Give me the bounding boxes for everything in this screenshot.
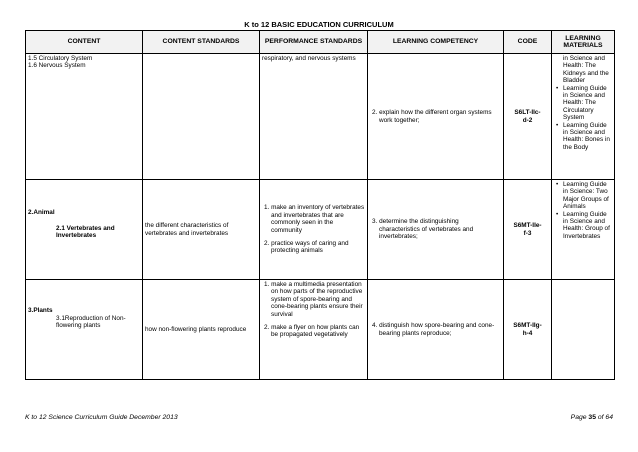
performance-item: 1. make a multimedia presentation on how parts of the reproductive system of spore-bearing and cone-bearing plants ensure their survival xyxy=(264,281,363,318)
learning-materials-cell xyxy=(552,54,615,180)
content-item: 1.6 Nervous System xyxy=(28,62,86,70)
performance-text: respiratory, and nervous systems xyxy=(262,55,356,62)
standards-text: the different characteristics of vertebrates and invertebrates xyxy=(145,222,229,237)
performance-item: 2. practice ways of caring and protecting animals xyxy=(264,239,349,255)
content-standards-cell xyxy=(143,54,260,180)
curriculum-table xyxy=(25,30,615,380)
learning-materials-cell xyxy=(552,180,615,280)
code-line: S6MT-IIg- xyxy=(513,322,542,330)
standards-text: how non-flowering plants reproduce xyxy=(145,325,247,333)
header-content-standards: CONTENT STANDARDS xyxy=(143,31,260,54)
content-cell xyxy=(26,54,143,180)
code-line: h-4 xyxy=(522,329,533,337)
table-row xyxy=(26,180,615,280)
document-title: K to 12 BASIC EDUCATION CURRICULUM xyxy=(244,20,394,29)
competency-text: 3. determine the distinguishing characteristics of vertebrates and invertebrates; xyxy=(372,218,474,241)
learning-competency-cell xyxy=(368,54,504,180)
material-item: in Science and Health: The Kidneys and the Bladder xyxy=(563,55,609,85)
content-subheading: 3.1Reproduction of Non-flowering plants xyxy=(56,314,126,330)
page-number: 35 xyxy=(588,414,596,421)
performance-item: 2. make a flyer on how plants can be propagated vegetatively xyxy=(264,324,360,339)
page-prefix: Page xyxy=(570,414,587,421)
content-item: 1.5 Circulatory System xyxy=(28,55,93,62)
header-performance-standards: PERFORMANCE STANDARDS xyxy=(260,31,368,54)
material-item: • Learning Guide in Science: Two Major Groups of Animals xyxy=(563,181,612,211)
header-code: CODE xyxy=(504,31,552,54)
content-cell xyxy=(26,280,143,380)
performance-standards-cell xyxy=(260,54,368,180)
footer-page-number xyxy=(571,414,613,421)
content-standards-cell xyxy=(143,180,260,280)
content-subheading: 2.1 Vertebrates and Invertebrates xyxy=(56,224,115,240)
material-item: • Learning Guide in Science and Health: The Circulatory System xyxy=(563,85,612,122)
footer-guide-title: K to 12 Science Curriculum Guide December 2013 xyxy=(25,414,178,421)
code-line: d-2 xyxy=(522,116,533,124)
competency-text: 4. distinguish how spore-bearing and cone-bearing plants reproduce; xyxy=(372,322,495,337)
performance-item: 1. make an inventory of vertebrates and invertebrates that are commonly seen in the community xyxy=(264,204,365,234)
header-content: CONTENT xyxy=(26,31,143,54)
content-heading: 3.Plants xyxy=(28,307,53,315)
content-cell xyxy=(26,180,143,280)
code-line: S6MT-IIe- xyxy=(513,222,542,230)
performance-standards-cell xyxy=(260,180,368,280)
learning-competency-cell xyxy=(368,180,504,280)
performance-standards-cell xyxy=(260,280,368,380)
header-learning-competency: LEARNING COMPETENCY xyxy=(368,31,504,54)
code-line: f-3 xyxy=(523,229,532,237)
header-learning-materials: LEARNING MATERIALS xyxy=(552,31,615,54)
table-row xyxy=(26,280,615,380)
table-header-row xyxy=(26,31,615,54)
page-suffix: of 64 xyxy=(597,414,613,421)
learning-materials-cell xyxy=(552,280,615,380)
code-line: S6LT-IIc- xyxy=(514,109,541,117)
learning-competency-cell xyxy=(368,280,504,380)
code-cell xyxy=(504,280,552,380)
material-item: • Learning Guide in Science and Health: Bones in the Body xyxy=(563,122,612,152)
table-row xyxy=(26,54,615,180)
competency-text: 2. explain how the different organ systems work together; xyxy=(372,109,492,124)
content-standards-cell xyxy=(143,280,260,380)
content-heading: 2.Animal xyxy=(28,209,55,217)
material-item: • Learning Guide in Science and Health: Group of Invertebrates xyxy=(563,211,612,241)
code-cell xyxy=(504,180,552,280)
code-cell xyxy=(504,54,552,180)
